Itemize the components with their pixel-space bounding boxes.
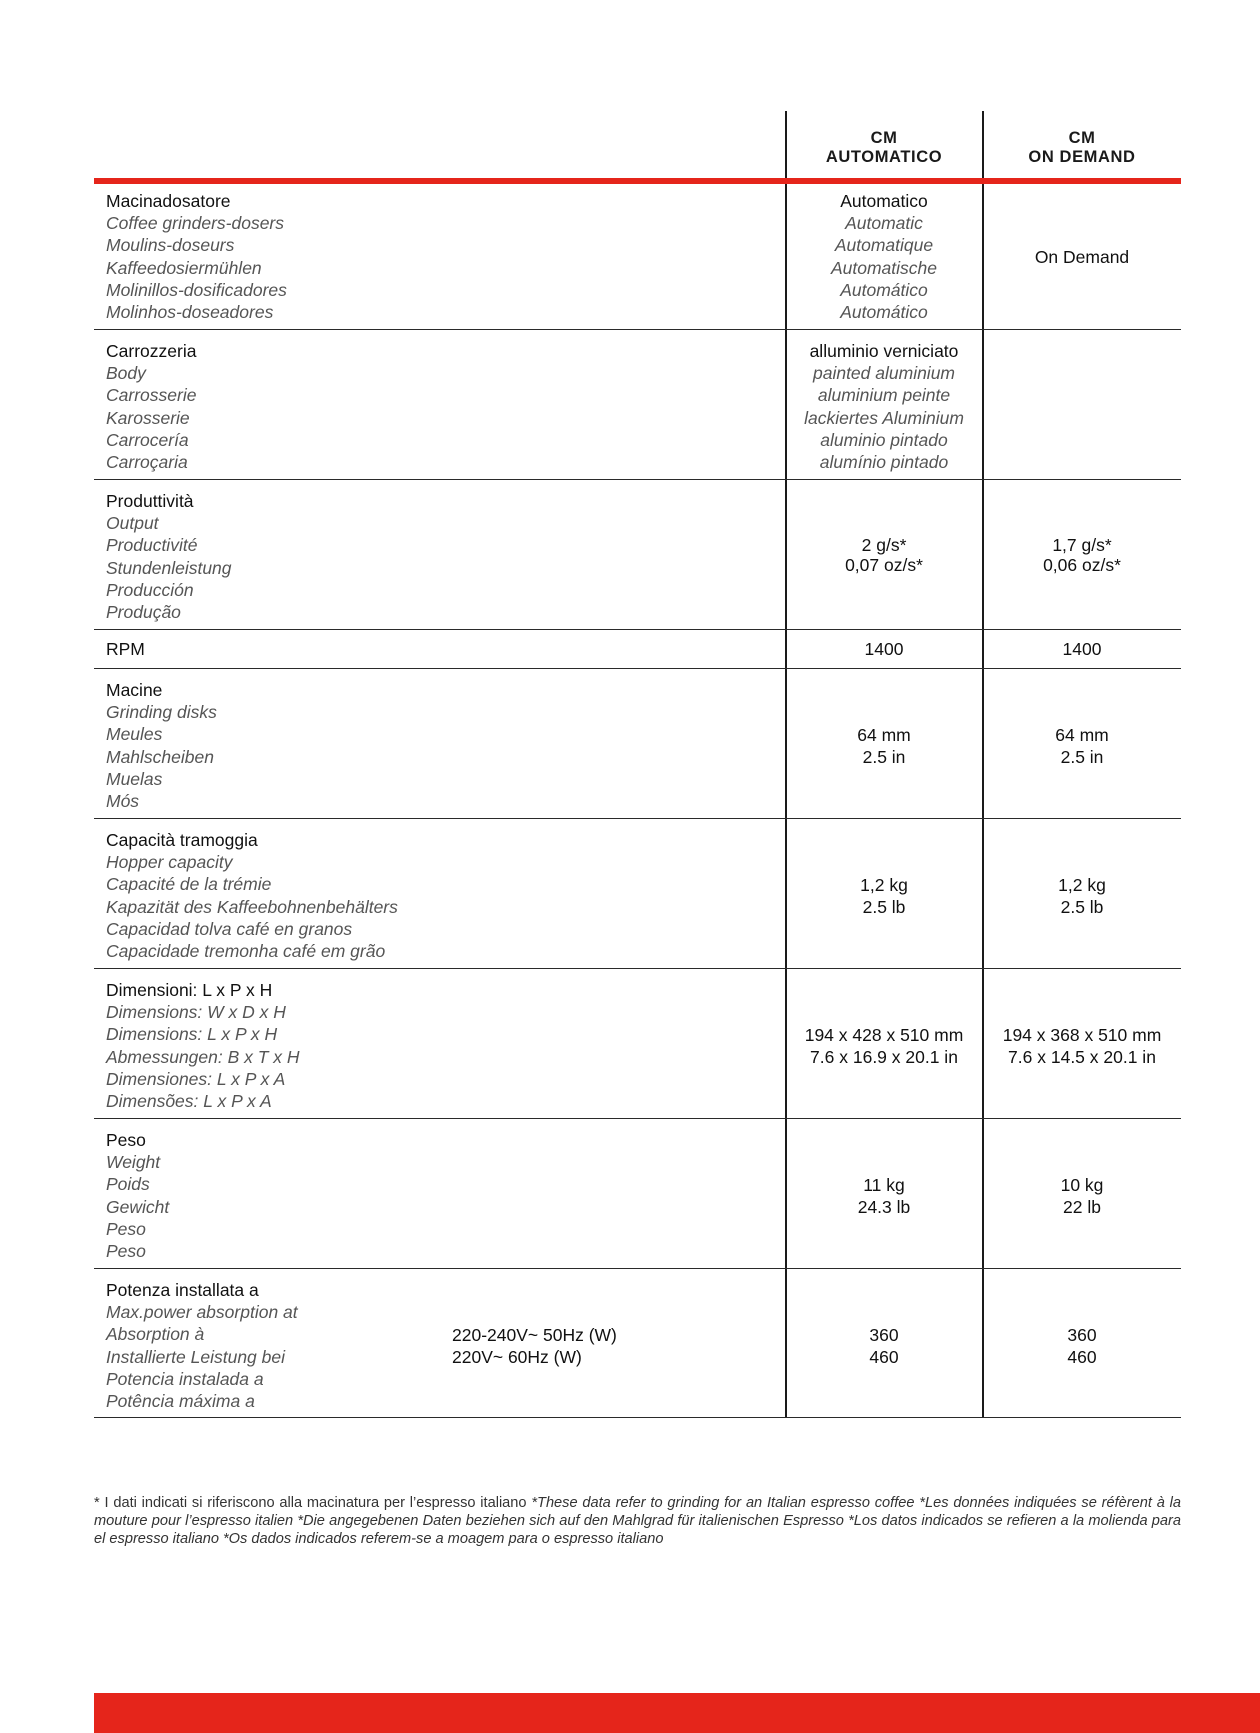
cell-value: 7.6 x 14.5 x 20.1 in — [1008, 1047, 1156, 1068]
label-translation: Stundenleistung — [106, 557, 232, 578]
cell-value: 1,2 kg — [1058, 875, 1106, 895]
footnote-translations: *These data refer to grinding for an Italian espresso coffee *Les données indiquées se réfèrent à la mouture pour l’espresso italien *Die angegebenen Daten beziehen sich auf den Mahlgrad für italienischen Espresso *Los datos indicados se refieren a la molienda para el espresso italiano *Os dados indicados referem-se a moagem para o espresso italiano — [94, 1495, 1181, 1547]
footer-accent-bar — [94, 1693, 1260, 1733]
label-translation: Mós — [106, 791, 140, 812]
cell-automatico — [786, 1174, 982, 1218]
cell-value: 1,2 kg — [860, 875, 908, 895]
cell-value: 7.6 x 16.9 x 20.1 in — [810, 1047, 958, 1068]
cell-translation: Automático — [840, 279, 928, 300]
label-translation: Dimensões: L x P x A — [106, 1091, 272, 1112]
cell-translation: Automático — [840, 302, 928, 323]
column-header-line: AUTOMATICO — [825, 148, 943, 166]
column-header-on-demand — [984, 129, 1180, 167]
row-label-rpm — [106, 638, 145, 660]
label-translation: Body — [106, 363, 146, 384]
label-main: Macinadosatore — [106, 191, 231, 211]
cell-translation: aluminio pintado — [820, 429, 948, 450]
cell-value: 1400 — [864, 639, 904, 659]
label-translation: Dimensions: W x D x H — [106, 1002, 286, 1023]
row-label-grinding-disks — [106, 679, 217, 812]
row-divider — [94, 1118, 1181, 1119]
cell-value: 0,07 oz/s* — [845, 555, 923, 575]
cell-value: 0,06 oz/s* — [1043, 555, 1121, 575]
cell-value: 360 — [1067, 1325, 1097, 1345]
cell-value: 64 mm — [1055, 725, 1109, 745]
power-spec: 220-240V~ 50Hz (W) — [452, 1325, 617, 1345]
cell-on-demand — [984, 724, 1180, 768]
label-translation: Capacidad tolva café en granos — [106, 918, 353, 939]
cell-value: alluminio verniciato — [809, 341, 959, 361]
cell-automatico — [786, 340, 982, 473]
cell-value: 22 lb — [1063, 1197, 1101, 1218]
row-divider — [94, 329, 1181, 330]
cell-translation: painted aluminium — [812, 363, 956, 384]
cell-value: 2.5 lb — [862, 897, 906, 918]
label-translation: Mahlscheiben — [106, 746, 214, 767]
label-main: Capacità tramoggia — [106, 830, 258, 850]
row-label-weight — [106, 1129, 169, 1262]
power-spec: 220V~ 60Hz (W) — [452, 1347, 582, 1368]
label-main: Produttività — [106, 491, 194, 511]
cell-on-demand — [984, 246, 1180, 268]
cell-translation: Automatic — [845, 213, 923, 234]
cell-value: 2.5 in — [862, 747, 906, 768]
row-divider — [94, 1417, 1181, 1418]
cell-value: 10 kg — [1060, 1175, 1104, 1195]
cell-translation: Automatische — [830, 257, 938, 278]
label-main: Carrozzeria — [106, 341, 197, 361]
label-translation: Peso — [106, 1218, 146, 1239]
cell-automatico — [786, 190, 982, 323]
label-translation: Dimensions: L x P x H — [106, 1024, 278, 1045]
label-translation: Molinhos-doseadores — [106, 302, 274, 323]
label-translation: Coffee grinders-dosers — [106, 213, 284, 234]
row-divider — [94, 668, 1181, 669]
row-label-output — [106, 490, 232, 623]
label-translation: Poids — [106, 1174, 150, 1195]
label-translation: Output — [106, 513, 159, 534]
label-translation: Hopper capacity — [106, 852, 233, 873]
row-divider — [94, 479, 1181, 480]
label-main: RPM — [106, 639, 145, 659]
label-translation: Installierte Leistung bei — [106, 1346, 285, 1367]
label-translation: Produção — [106, 602, 181, 623]
label-translation: Moulins-doseurs — [106, 235, 235, 256]
label-translation: Peso — [106, 1241, 146, 1262]
cell-value: On Demand — [1034, 247, 1130, 267]
footnote — [94, 1494, 1181, 1548]
cell-value: 194 x 428 x 510 mm — [804, 1025, 964, 1045]
cell-value: 11 kg — [863, 1175, 905, 1195]
cell-value: 64 mm — [857, 725, 911, 745]
cell-value: 24.3 lb — [857, 1197, 911, 1218]
column-header-line: ON DEMAND — [1028, 148, 1136, 166]
label-translation: Abmessungen: B x T x H — [106, 1046, 300, 1067]
cell-translation: lackiertes Aluminium — [804, 407, 964, 428]
cell-automatico — [786, 1324, 982, 1368]
label-translation: Dimensiones: L x P x A — [106, 1068, 286, 1089]
cell-value: 1,7 g/s* — [1052, 535, 1112, 555]
column-header-line: CM — [1068, 129, 1096, 147]
column-header-line: CM — [870, 129, 898, 147]
cell-automatico — [786, 535, 982, 575]
label-translation: Capacidade tremonha café em grão — [106, 941, 386, 962]
label-translation: Producción — [106, 579, 194, 600]
cell-value: 1400 — [1062, 639, 1102, 659]
label-translation: Kapazität des Kaffeebohnenbehälters — [106, 896, 398, 917]
cell-value: 460 — [869, 1347, 899, 1368]
cell-value: 2.5 in — [1060, 747, 1104, 768]
cell-on-demand — [984, 1324, 1180, 1368]
row-label-grinder-type — [106, 190, 287, 323]
label-main: Dimensioni: L x P x H — [106, 980, 273, 1000]
cell-value: 360 — [869, 1325, 899, 1345]
label-translation: Potência máxima a — [106, 1391, 255, 1412]
label-main: Macine — [106, 680, 163, 700]
column-header-automatico — [786, 129, 982, 167]
label-translation: Capacité de la trémie — [106, 874, 272, 895]
label-translation: Molinillos-dosificadores — [106, 279, 287, 300]
cell-translation: aluminium peinte — [817, 385, 951, 406]
cell-value: 194 x 368 x 510 mm — [1002, 1025, 1162, 1045]
cell-automatico — [786, 724, 982, 768]
label-translation: Absorption à — [106, 1324, 205, 1345]
cell-on-demand — [984, 1174, 1180, 1218]
label-translation: Karosserie — [106, 407, 190, 428]
label-translation: Potencia instalada a — [106, 1368, 264, 1389]
cell-value: 2.5 lb — [1060, 897, 1104, 918]
label-translation: Weight — [106, 1152, 161, 1173]
header-accent-rule — [94, 178, 1181, 184]
cell-value: 460 — [1067, 1347, 1097, 1368]
cell-automatico — [786, 638, 982, 660]
cell-automatico — [786, 1024, 982, 1068]
cell-translation: Automatique — [834, 235, 934, 256]
row-divider — [94, 1268, 1181, 1269]
row-divider — [94, 818, 1181, 819]
row-label-hopper-capacity — [106, 829, 398, 962]
cell-value: Automatico — [840, 191, 928, 211]
label-translation: Carroçaria — [106, 452, 188, 473]
spec-table — [94, 111, 1181, 1418]
cell-on-demand — [984, 535, 1180, 575]
label-translation: Max.power absorption at — [106, 1302, 298, 1323]
row-divider — [94, 968, 1181, 969]
footnote-italian: * I dati indicati si riferiscono alla macinatura per l’espresso italiano — [94, 1495, 532, 1511]
cell-value: 2 g/s* — [861, 535, 907, 555]
label-translation: Productivité — [106, 535, 198, 556]
cell-on-demand — [984, 638, 1180, 660]
label-translation: Carrosserie — [106, 385, 197, 406]
row-label-dimensions — [106, 979, 300, 1112]
label-translation: Muelas — [106, 768, 163, 789]
cell-on-demand — [984, 1024, 1180, 1068]
row-divider — [94, 629, 1181, 630]
label-main: Potenza installata a — [106, 1280, 259, 1300]
cell-on-demand — [984, 874, 1180, 918]
label-translation: Carrocería — [106, 429, 189, 450]
row-label-power — [106, 1279, 298, 1412]
label-translation: Kaffeedosiermühlen — [106, 257, 262, 278]
power-supply-specs — [452, 1324, 617, 1368]
label-main: Peso — [106, 1130, 146, 1150]
label-translation: Grinding disks — [106, 702, 217, 723]
row-label-body — [106, 340, 196, 473]
cell-translation: alumínio pintado — [819, 452, 949, 473]
label-translation: Gewicht — [106, 1196, 170, 1217]
label-translation: Meules — [106, 724, 163, 745]
cell-automatico — [786, 874, 982, 918]
